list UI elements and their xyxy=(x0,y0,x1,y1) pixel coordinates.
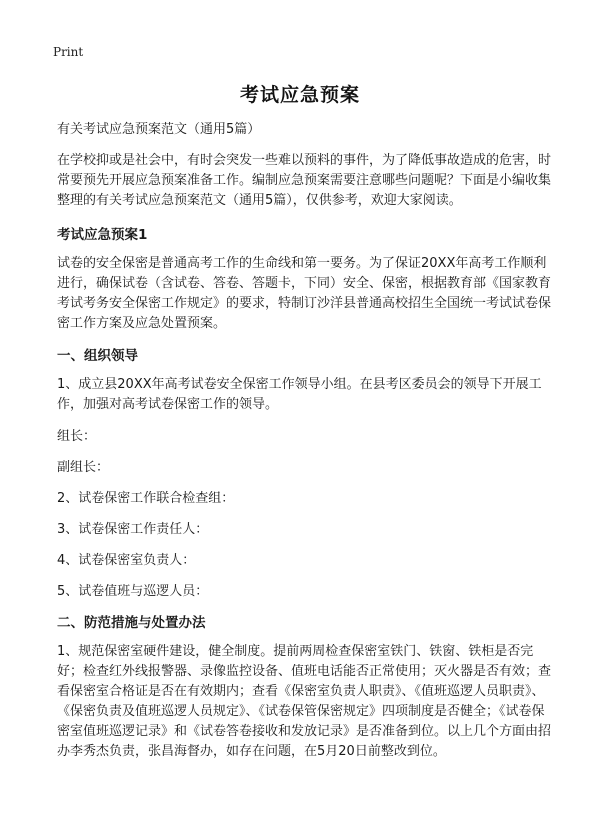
intro-paragraph: 在学校抑或是社会中，有时会突发一些难以预料的事件，为了降低事故造成的危害，时常要预先开展应急预案准备工作。编制应急预案需要注意哪些问题呢？下面是小编收集整理的有关考试应急预案范文（通用5篇），仅供参考，欢迎大家阅读。 xyxy=(57,153,552,208)
field-leader: 组长： xyxy=(57,429,97,444)
section-1-paragraph: 试卷的安全保密是普通高考工作的生命线和第一要务。为了保证20XX年高考工作顺利进行，确保试卷（含试卷、答卷、答题卡，下同）安全、保密，根据教育部《国家教育考试考务安全保密工作规定》的要求，特制订沙洋县普通高校招生全国统一考试试卷保密工作方案及应急处置预案。 xyxy=(57,256,552,331)
heading-organization: 一、组织领导 xyxy=(57,348,138,364)
list-item-patrol-staff: 5、试卷值班与巡逻人员： xyxy=(57,584,209,599)
document-body xyxy=(57,120,557,774)
field-deputy-leader: 副组长： xyxy=(57,460,110,475)
list-item-responsible-person: 3、试卷保密工作责任人： xyxy=(57,522,209,537)
section-heading-plan-1: 考试应急预案1 xyxy=(57,227,148,243)
print-label: Print xyxy=(53,45,84,59)
list-item-inspection-group: 2、试卷保密工作联合检查组： xyxy=(57,491,235,506)
measures-paragraph-1: 1、规范保密室硬件建设，健全制度。提前两周检查保密室铁门、铁窗、铁柜是否完好；检查红外线报警器、录像监控设备、值班电话能否正常使用；灭火器是否有效；查看保密室合格证是否在有效期内；查看《保密室负责人职责》、《值班巡逻人员职责》、《保密负责及值班巡逻人员规定》、《试卷保管保密规定》四项制度是否健全；《试卷保密室值班巡逻记录》和《试卷答卷接收和发放记录》是否准备到位。以上几个方面由招办李秀杰负责，张昌海督办，如存在问题，在5月20日前整改到位。 xyxy=(57,644,552,759)
heading-measures: 二、防范措施与处置办法 xyxy=(57,615,206,631)
list-item-room-manager: 4、试卷保密室负责人： xyxy=(57,553,196,568)
document-subtitle: 有关考试应急预案范文（通用5篇） xyxy=(57,122,261,137)
organization-paragraph-1: 1、成立县20XX年高考试卷安全保密工作领导小组。在县考区委员会的领导下开展工作，加强对高考试卷保密工作的领导。 xyxy=(57,377,542,412)
document-title: 考试应急预案 xyxy=(239,84,360,106)
